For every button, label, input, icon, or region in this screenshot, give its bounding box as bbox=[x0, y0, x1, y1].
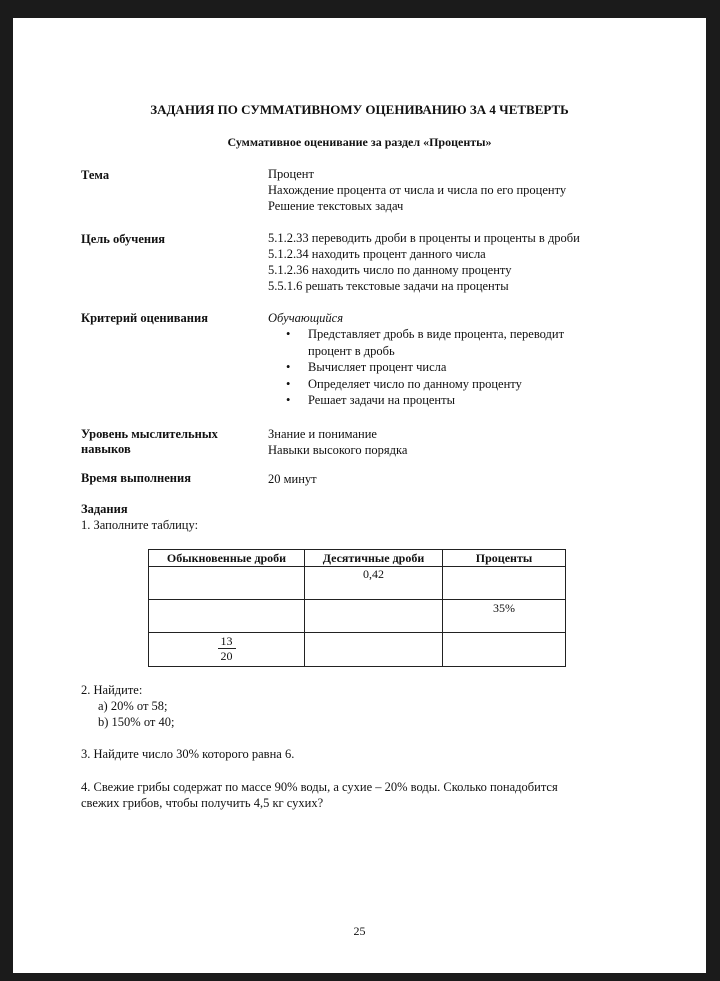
topic-line: Решение текстовых задач bbox=[268, 199, 404, 213]
goal-line: 5.1.2.34 находить процент данного числа bbox=[268, 247, 486, 261]
task-4-line: свежих грибов, чтобы получить 4,5 кг сухих? bbox=[81, 796, 324, 810]
task-3: 3. Найдите число 30% которого равна 6. bbox=[81, 747, 295, 761]
task-2: 2. Найдите: bbox=[81, 683, 143, 697]
topic-values bbox=[268, 166, 566, 214]
criteria-list bbox=[268, 326, 564, 409]
table-cell-empty[interactable] bbox=[149, 567, 305, 600]
goal-line: 5.1.2.33 переводить дроби в проценты и проценты в дроби bbox=[268, 231, 580, 245]
table-cell-percent[interactable] bbox=[443, 600, 566, 633]
criteria-item: • Вычисляет процент числа bbox=[268, 359, 564, 376]
task-2b: b) 150% от 40; bbox=[98, 715, 175, 729]
percent-value: 35% bbox=[493, 601, 515, 615]
criteria-item: • Определяет число по данному проценту bbox=[268, 376, 564, 393]
fraction-denominator: 20 bbox=[220, 649, 233, 663]
level-line: Навыки высокого порядка bbox=[268, 443, 408, 457]
document-subtitle: Суммативное оценивание за раздел «Проценты» bbox=[227, 135, 492, 149]
conversion-table bbox=[148, 549, 566, 667]
decimal-value: 0,42 bbox=[363, 567, 384, 581]
goal-values bbox=[268, 230, 580, 294]
goal-line: 5.1.2.36 находить число по данному проценту bbox=[268, 263, 512, 277]
criteria-values bbox=[268, 310, 564, 409]
criteria-label: Критерий оценивания bbox=[81, 311, 208, 325]
criteria-item: • Представляет дробь в виде процента, переводит bbox=[268, 326, 564, 343]
tasks-heading: Задания bbox=[81, 502, 128, 516]
criteria-item-continued: процент в дробь bbox=[308, 343, 395, 358]
table-cell-empty[interactable] bbox=[149, 600, 305, 633]
topic-line: Процент bbox=[268, 167, 314, 181]
table-cell-fraction[interactable] bbox=[149, 633, 305, 667]
page-number: 25 bbox=[353, 924, 366, 938]
level-label-line: Уровень мыслительных bbox=[81, 427, 218, 441]
level-label bbox=[81, 427, 218, 457]
table-header-row bbox=[149, 550, 566, 567]
topic-label: Тема bbox=[81, 168, 110, 182]
table-row bbox=[149, 633, 566, 667]
table-cell-empty[interactable] bbox=[305, 633, 443, 667]
column-header-percents: Проценты bbox=[443, 550, 566, 567]
task-4-line: 4. Свежие грибы содержат по массе 90% воды, а сухие – 20% воды. Сколько понадобится bbox=[81, 780, 558, 794]
table-cell-empty[interactable] bbox=[443, 633, 566, 667]
time-label: Время выполнения bbox=[81, 471, 191, 485]
document-page bbox=[13, 18, 706, 973]
table-row bbox=[149, 567, 566, 600]
task-1: 1. Заполните таблицу: bbox=[81, 518, 199, 532]
table-cell-decimal[interactable] bbox=[305, 567, 443, 600]
column-header-fractions: Обыкновенные дроби bbox=[149, 550, 305, 567]
level-line: Знание и понимание bbox=[268, 427, 377, 441]
table-row bbox=[149, 600, 566, 633]
table-cell-empty[interactable] bbox=[443, 567, 566, 600]
level-label-line: навыков bbox=[81, 442, 131, 456]
column-header-decimals: Десятичные дроби bbox=[305, 550, 443, 567]
topic-line: Нахождение процента от числа и числа по его проценту bbox=[268, 183, 567, 197]
criteria-item: • Решает задачи на проценты bbox=[268, 392, 564, 409]
time-value: 20 минут bbox=[268, 472, 317, 486]
task-2a: a) 20% от 58; bbox=[98, 699, 168, 713]
level-values bbox=[268, 426, 407, 458]
table-cell-empty[interactable] bbox=[305, 600, 443, 633]
fraction-numerator: 13 bbox=[218, 634, 236, 649]
fraction bbox=[218, 634, 236, 663]
criteria-intro: Обучающийся bbox=[268, 311, 344, 325]
goal-label: Цель обучения bbox=[81, 232, 166, 246]
document-title: ЗАДАНИЯ ПО СУММАТИВНОМУ ОЦЕНИВАНИЮ ЗА 4 ЧЕТВЕРТЬ bbox=[150, 102, 569, 117]
goal-line: 5.5.1.6 решать текстовые задачи на проценты bbox=[268, 279, 509, 293]
